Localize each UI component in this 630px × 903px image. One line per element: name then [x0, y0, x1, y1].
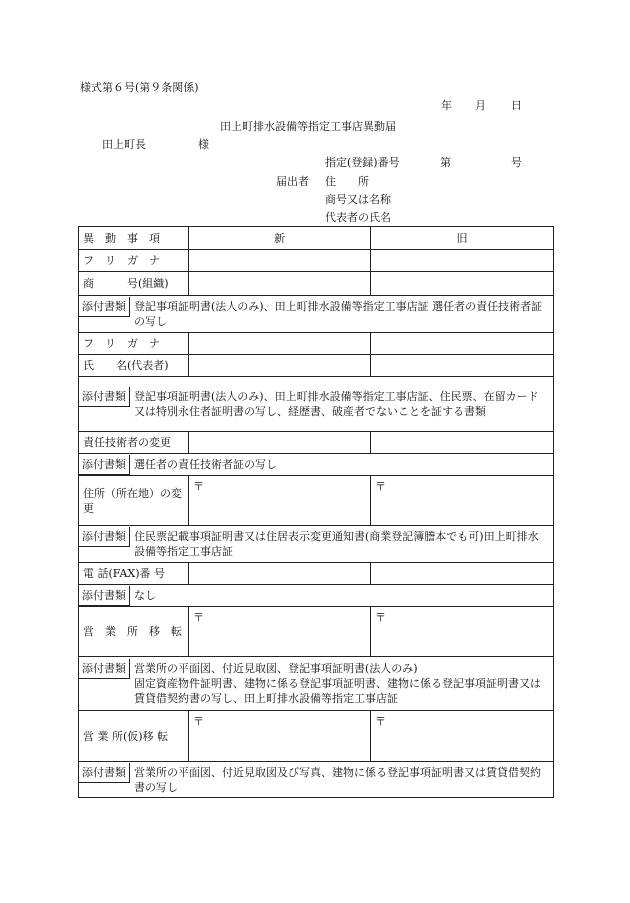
postal-mark-icon: 〒 [193, 715, 204, 728]
attachment-text-line: 営業所の平面図、付近見取図、登記事項証明書(法人のみ) [134, 662, 418, 675]
attachment-label: 添付書類 [79, 297, 130, 317]
temp-office-move-label: 営 業 所(仮)移 転 [79, 711, 189, 762]
attachment-label: 添付書類 [79, 763, 130, 783]
attachment-label: 添付書類 [79, 659, 130, 679]
designation-suffix: 号 [511, 156, 522, 169]
phone-label: 電 話(FAX)番 号 [79, 563, 189, 585]
phone-old-field[interactable] [371, 563, 554, 585]
tech-change-new-field[interactable] [189, 432, 371, 454]
date-year: 年 [441, 99, 452, 112]
trade-name-old-field[interactable] [371, 272, 554, 296]
attachment-row [79, 296, 554, 333]
attachment-text: 住民票記載事項証明書又は住居表示変更通知書(商業登記簿謄本でも可)田上町排水設備等指定工事店証 [134, 530, 539, 558]
attachment-text: 営業所の平面図、付近見取図及び写真、建物に係る登記事項証明書又は賃貸借契約書の写し [134, 765, 541, 794]
phone-new-field[interactable] [189, 563, 371, 585]
attachment-label: 添付書類 [79, 387, 130, 407]
temp-office-old-field[interactable] [371, 711, 554, 762]
attachment-text: 登記事項証明書(法人のみ)、田上町排水設備等指定工事店証、住民票、在留カード又は特別永住者証明書の写し、経歴書、破産者でないことを証する書類 [134, 390, 539, 418]
attachment-text: 選任者の責任技術者証の写し [134, 457, 277, 471]
designation-label: 指定(登録)番号 [325, 156, 400, 169]
form-number: 様式第６号(第９条関係) [80, 81, 199, 94]
table-row [79, 272, 554, 296]
tech-change-label: 責任技術者の変更 [79, 432, 189, 454]
furigana-label: フ リ ガ ナ [79, 250, 189, 272]
attachment-label: 添付書類 [79, 455, 130, 475]
attachment-row [79, 377, 554, 432]
date-month: 月 [475, 99, 486, 112]
form-title: 田上町排水設備等指定工事店異動届 [220, 120, 396, 133]
table-row [79, 711, 554, 762]
postal-mark-icon: 〒 [193, 611, 204, 624]
postal-mark-icon: 〒 [375, 480, 386, 493]
change-items-table [78, 226, 554, 798]
attachment-text [130, 659, 553, 708]
address-old-field[interactable] [371, 476, 554, 526]
table-row [79, 432, 554, 454]
table-row [79, 563, 554, 585]
address-change-label: 住所（所在地）の変更 [79, 476, 189, 526]
designation-prefix: 第 [440, 156, 451, 169]
furigana-label: フ リ ガ ナ [79, 333, 189, 355]
table-row [79, 476, 554, 526]
table-row [79, 355, 554, 377]
addressee-honorific: 様 [198, 138, 209, 151]
header-old: 旧 [371, 227, 554, 250]
postal-mark-icon: 〒 [193, 480, 204, 493]
trade-name-new-field[interactable] [189, 272, 371, 296]
header-new: 新 [189, 227, 371, 250]
applicant-label: 届出者 [276, 175, 309, 188]
attachment-row [79, 526, 554, 563]
date-day: 日 [511, 99, 522, 112]
trade-name-label: 商 号(組織) [79, 272, 189, 296]
furigana-new-field[interactable] [189, 250, 371, 272]
furigana-old-field[interactable] [371, 333, 554, 355]
office-move-label: 営 業 所 移 転 [79, 607, 189, 657]
representative-old-field[interactable] [371, 355, 554, 377]
applicant-trade-name-label: 商号又は名称 [325, 193, 391, 206]
attachment-row [79, 657, 554, 711]
attachment-row [79, 454, 554, 476]
postal-mark-icon: 〒 [375, 715, 386, 728]
attachment-label: 添付書類 [79, 586, 130, 606]
table-row [79, 607, 554, 657]
furigana-old-field[interactable] [371, 250, 554, 272]
applicant-address-label: 住 所 [325, 175, 369, 188]
header-item: 異 動 事 項 [79, 227, 189, 250]
address-new-field[interactable] [189, 476, 371, 526]
table-row [79, 250, 554, 272]
attachment-label: 添付書類 [79, 527, 130, 547]
attachment-row [79, 762, 554, 798]
applicant-representative-label: 代表者の氏名 [325, 211, 391, 224]
office-move-new-field[interactable] [189, 607, 371, 657]
representative-new-field[interactable] [189, 355, 371, 377]
table-header-row [79, 227, 554, 250]
attachment-row [79, 585, 554, 607]
addressee-name: 田上町長 [102, 138, 146, 151]
attachment-text: なし [134, 588, 156, 602]
office-move-old-field[interactable] [371, 607, 554, 657]
furigana-new-field[interactable] [189, 333, 371, 355]
attachment-text-line: 固定資産物件証明書、建物に係る登記事項証明書、建物に係る登記事項証明書又は賃貸借契約書の写し、田上町排水設備等指定工事店証 [134, 677, 541, 705]
postal-mark-icon: 〒 [375, 611, 386, 624]
attachment-text: 登記事項証明書(法人のみ)、田上町排水設備等指定工事店証 選任者の責任技術者証の写し [134, 300, 543, 328]
table-row [79, 333, 554, 355]
representative-name-label: 氏 名(代表者) [79, 355, 189, 377]
tech-change-old-field[interactable] [371, 432, 554, 454]
temp-office-new-field[interactable] [189, 711, 371, 762]
